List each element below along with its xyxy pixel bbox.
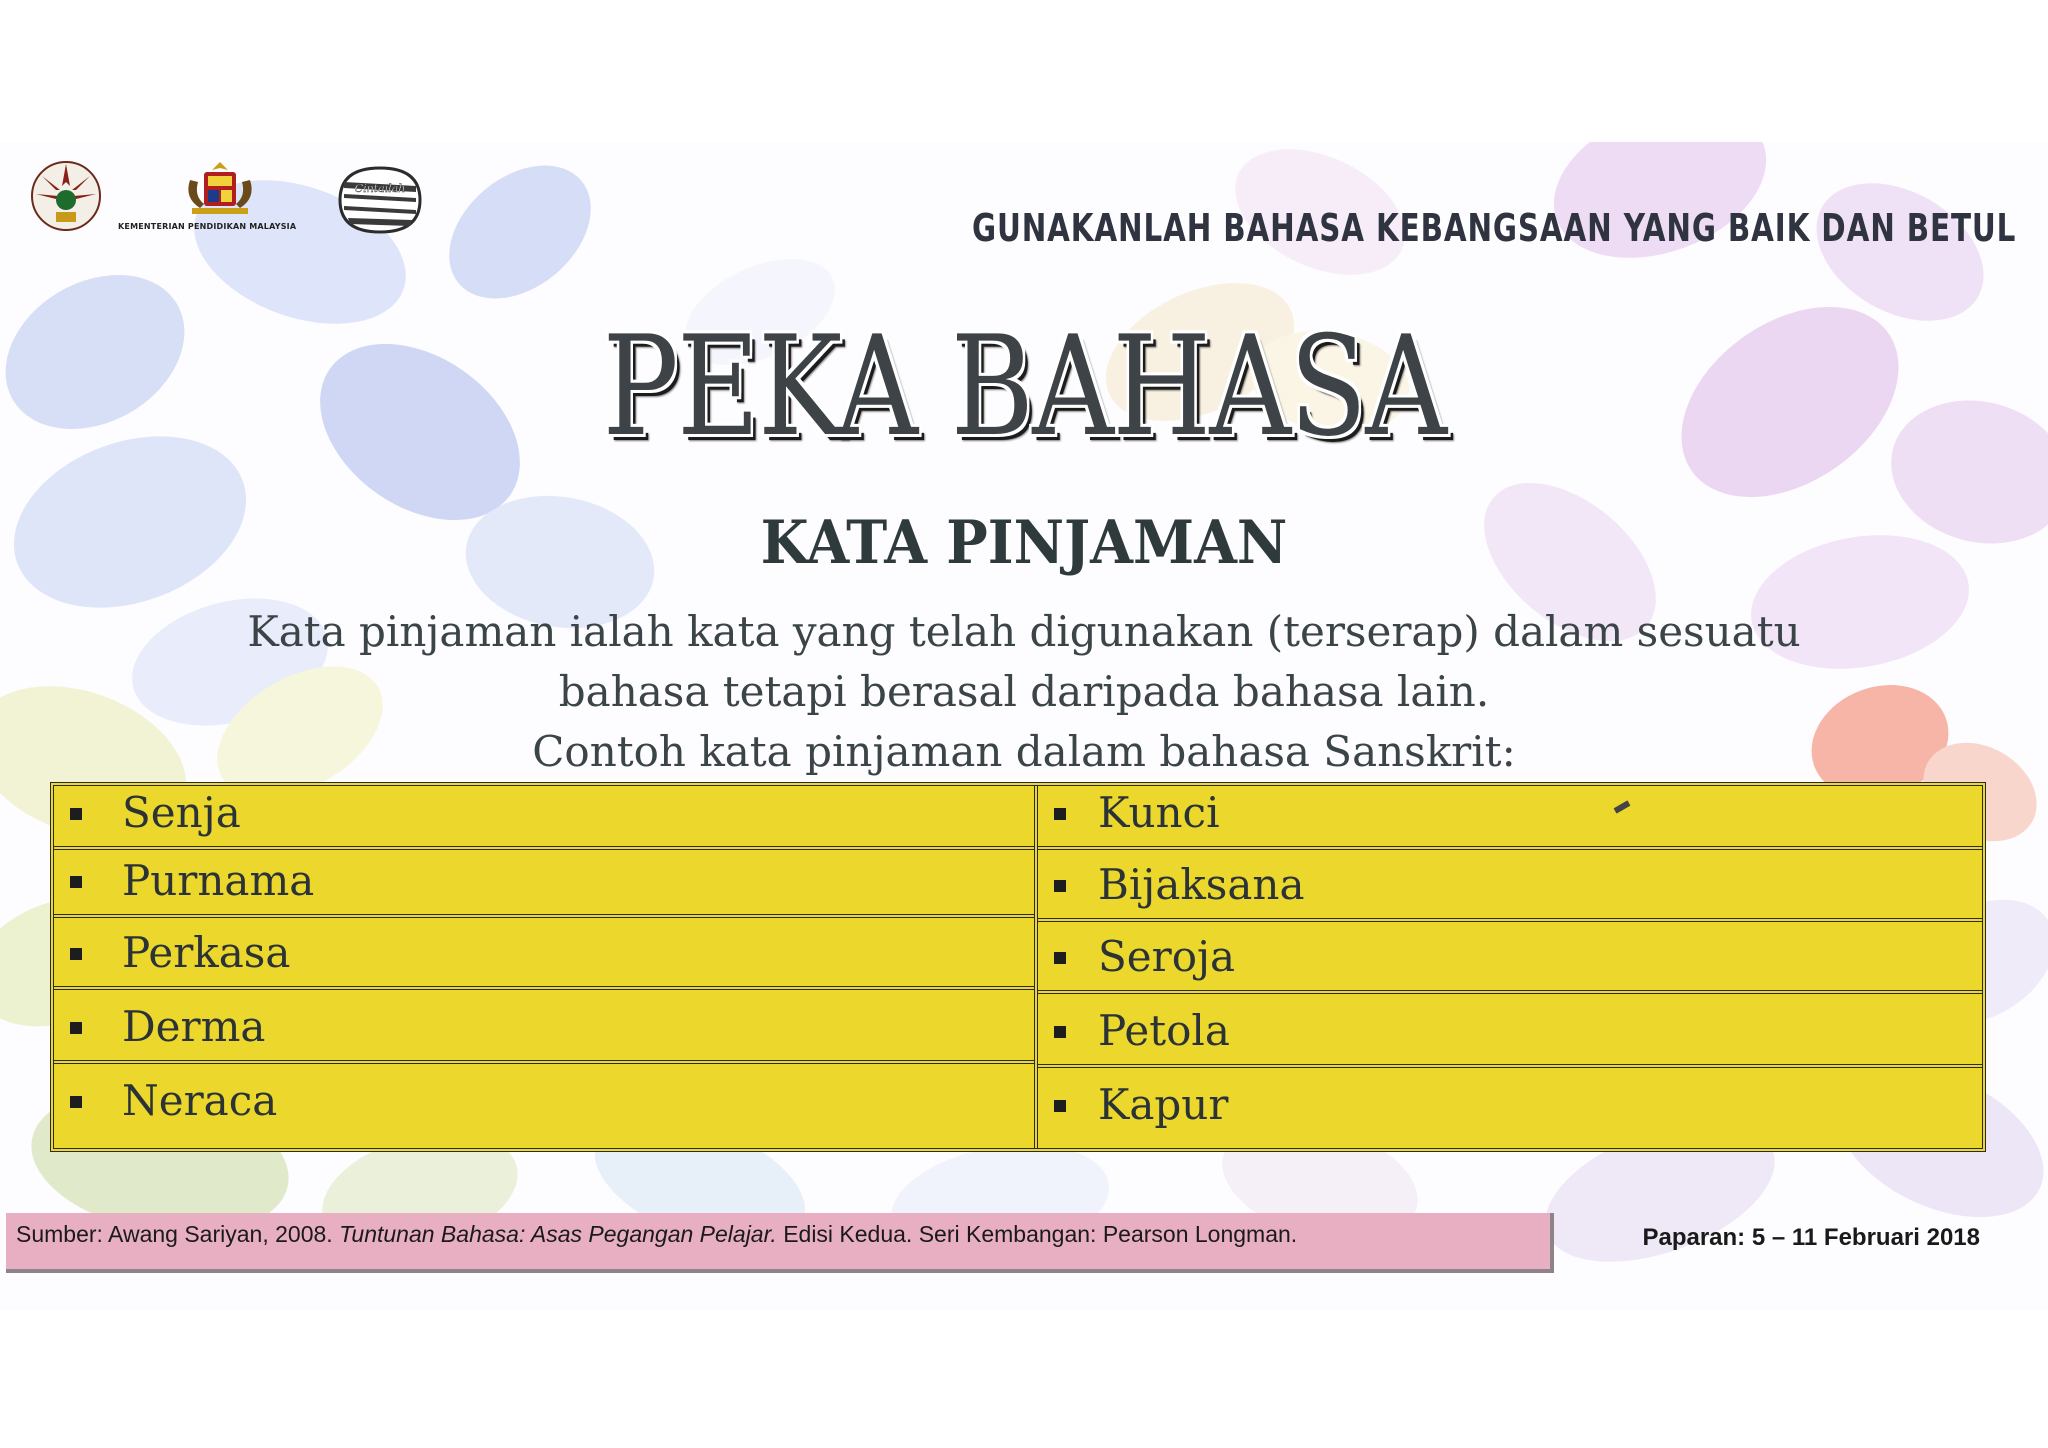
cintailah-text: Cintailah (354, 182, 406, 195)
word-cell: Kunci (1098, 788, 1220, 837)
bullet-icon (1054, 1100, 1066, 1112)
word-cell: Kapur (1098, 1080, 1229, 1129)
word-cell: Senja (122, 788, 241, 837)
word-cell: Neraca (122, 1076, 278, 1125)
table-row (54, 854, 1034, 918)
cintailah-bahasa-logo-icon (330, 162, 430, 238)
table-row (54, 786, 1034, 850)
table-row (1038, 1078, 1982, 1142)
description-line: Kata pinjaman ialah kata yang telah digunakan (terserap) dalam sesuatu (247, 607, 1801, 656)
table-row (1038, 1004, 1982, 1068)
bullet-icon (70, 1022, 82, 1034)
bullet-icon (70, 808, 82, 820)
page-title: PEKA BAHASA (602, 306, 1446, 467)
description (0, 602, 2048, 782)
word-cell: Purnama (122, 856, 315, 905)
ministry-name: KEMENTERIAN PENDIDIKAN MALAYSIA (118, 222, 297, 231)
table-row (1038, 858, 1982, 922)
word-cell: Seroja (1098, 932, 1236, 981)
word-cell: Bijaksana (1098, 860, 1305, 909)
word-column-left (54, 786, 1038, 1148)
word-table (50, 782, 1986, 1152)
tagline: GUNAKANLAH BAHASA KEBANGSAAN YANG BAIK DAN BETUL (971, 206, 2016, 250)
bullet-icon (1054, 808, 1066, 820)
bullet-icon (1054, 880, 1066, 892)
source-citation (6, 1213, 1554, 1273)
bullet-icon (1054, 952, 1066, 964)
bullet-icon (1054, 1026, 1066, 1038)
bullet-icon (70, 876, 82, 888)
table-row (54, 1074, 1034, 1138)
poster (0, 142, 2048, 1310)
word-column-right (1038, 786, 1982, 1148)
description-line: bahasa tetapi berasal daripada bahasa lain. (558, 667, 1490, 716)
source-prefix: Sumber: Awang Sariyan, 2008. (16, 1221, 333, 1247)
word-cell: Derma (122, 1002, 266, 1051)
source-suffix: Edisi Kedua. Seri Kembangan: Pearson Longman. (783, 1221, 1298, 1247)
table-row (1038, 930, 1982, 994)
table-row (1038, 786, 1982, 850)
bullet-icon (70, 948, 82, 960)
table-row (54, 1000, 1034, 1064)
word-cell: Petola (1098, 1006, 1230, 1055)
malaysia-coat-of-arms-icon (170, 158, 270, 220)
table-row (54, 926, 1034, 990)
bullet-icon (70, 1096, 82, 1108)
dbp-emblem-icon (26, 156, 106, 236)
word-cell: Perkasa (122, 928, 291, 977)
description-line: Contoh kata pinjaman dalam bahasa Sanskrit: (532, 727, 1516, 776)
subtitle: KATA PINJAMAN (760, 508, 1288, 578)
display-date: Paparan: 5 – 11 Februari 2018 (1642, 1224, 1980, 1251)
source-title: Tuntunan Bahasa: Asas Pegangan Pelajar. (339, 1221, 777, 1247)
